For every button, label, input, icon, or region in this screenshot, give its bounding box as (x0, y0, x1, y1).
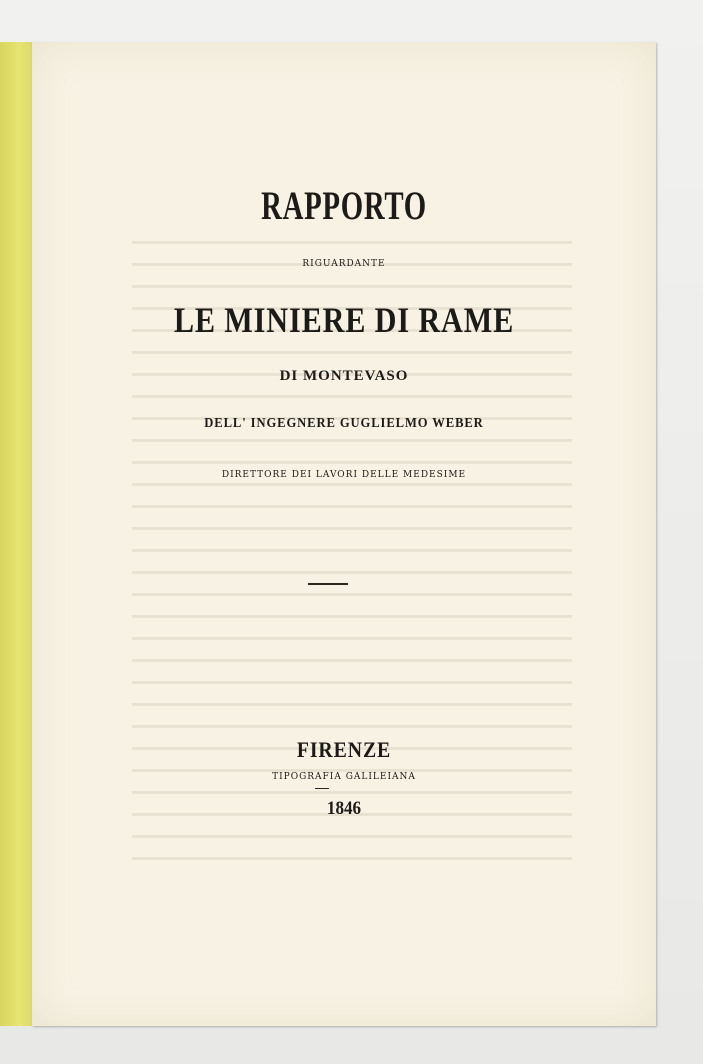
author-role: DIRETTORE DEI LAVORI DELLE MEDESIME (221, 470, 467, 480)
imprint-city: FIRENZE (296, 737, 392, 762)
imprint-rule (315, 788, 329, 789)
place-line: DI MONTEVASO (279, 368, 409, 384)
divider-rule (308, 583, 348, 585)
imprint-printer: TIPOGRAFIA GALILEIANA (272, 772, 416, 782)
yellow-spine (0, 42, 34, 1026)
author-line: DELL' INGEGNERE GUGLIELMO WEBER (204, 416, 484, 431)
title-page (32, 42, 656, 1026)
main-title: LE MINIERE DI RAME (173, 300, 515, 340)
document-title: RAPPORTO (261, 183, 427, 228)
imprint-year: 1846 (326, 798, 362, 819)
subtitle-connector: RIGUARDANTE (302, 259, 386, 269)
